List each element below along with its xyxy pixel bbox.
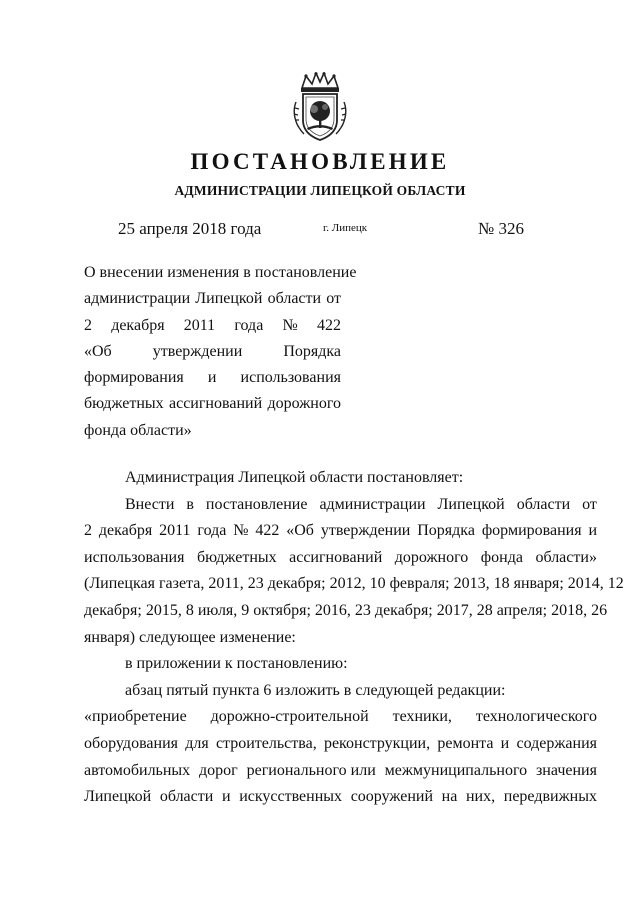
- body-word: постановление: [205, 495, 308, 513]
- document-number: № 326: [478, 219, 524, 238]
- subject-word: декабря: [111, 316, 165, 334]
- subject-word: использования: [240, 369, 341, 387]
- body-word: оборудования: [84, 734, 178, 752]
- document-subtitle: АДМИНИСТРАЦИИ ЛИПЕЦКОЙ ОБЛАСТИ: [174, 183, 466, 198]
- subject-word: ассигнований: [169, 395, 263, 413]
- subject-word: Порядка: [283, 342, 341, 360]
- body-line: [84, 758, 597, 785]
- body-word: Порядка: [417, 522, 475, 540]
- body-word: дорожного: [394, 548, 469, 566]
- body-word: автомобильных: [84, 761, 191, 779]
- body-line: [84, 784, 597, 811]
- body-word: искусственных: [239, 788, 343, 806]
- body-word: ассигнований: [289, 548, 383, 566]
- body-word: 2011: [159, 522, 191, 540]
- body-word: «Об: [286, 522, 314, 540]
- body-word: технологического: [475, 708, 597, 726]
- body-word: (Липецкая газета, 2011, 23 декабря; 2012, 10 февраля; 2013, 18 января; 2014, 12: [84, 575, 624, 593]
- subject-word: бюджетных: [84, 395, 164, 413]
- body-line: [84, 492, 597, 519]
- body-word: использования: [84, 548, 185, 566]
- body-word: фонда: [480, 548, 523, 566]
- body-word: абзац пятый пункта 6 изложить в следующей редакции:: [125, 681, 506, 699]
- body-word: области»: [535, 548, 597, 566]
- body-word: декабря: [98, 522, 153, 540]
- body-word: для: [185, 734, 209, 752]
- body-word: Липецкой: [84, 788, 152, 806]
- body-word: ремонта: [437, 734, 494, 752]
- body-word: области: [159, 788, 214, 806]
- body-word: и: [500, 734, 510, 752]
- body-word: дорожно-строительной: [210, 708, 369, 726]
- document-body: [84, 465, 624, 811]
- body-word: 2: [84, 522, 92, 540]
- body-word: техники,: [392, 708, 452, 726]
- body-word: декабря; 2015, 8 июля, 9 октября; 2016, 23 декабря; 2017, 28 апреля; 2018, 26: [84, 601, 608, 619]
- subject-word: №: [282, 316, 298, 334]
- body-word: межмуниципального: [384, 761, 528, 779]
- body-word: от: [582, 495, 597, 513]
- body-word: «приобретение: [84, 708, 187, 726]
- subject-line: [84, 339, 341, 365]
- body-word: реконструкции,: [323, 734, 431, 752]
- body-line: [84, 465, 597, 492]
- body-line: [84, 571, 624, 598]
- subject-word: области: [267, 290, 322, 308]
- body-word: года: [197, 522, 227, 540]
- subject-line: [84, 313, 341, 339]
- body-word: и: [221, 788, 231, 806]
- body-word: формирования: [481, 522, 582, 540]
- body-line: [84, 651, 597, 678]
- subject-line: [84, 391, 341, 417]
- document-title: ПОСТАНОВЛЕНИЕ: [190, 149, 450, 174]
- body-word: утверждении: [320, 522, 411, 540]
- body-line: [84, 678, 597, 705]
- subject-word: 2011: [183, 316, 216, 334]
- subject-line: [84, 418, 341, 444]
- subject-line: [84, 260, 357, 286]
- body-word: сооружений: [350, 788, 433, 806]
- body-word: значения: [535, 761, 597, 779]
- body-word: строительства,: [215, 734, 317, 752]
- body-word: дорог: [199, 761, 238, 779]
- body-word: на: [441, 788, 458, 806]
- subject-line: [84, 365, 341, 391]
- subject-word: утверждении: [152, 342, 243, 360]
- document-city: г. Липецк: [323, 222, 368, 234]
- body-word: регионального или: [246, 761, 376, 779]
- body-word: передвижных: [503, 788, 597, 806]
- subject-word: О внесении изменения в постановление: [84, 264, 357, 281]
- body-line: [84, 704, 597, 731]
- body-word: администрации: [319, 495, 426, 513]
- subject-word: Липецкой: [195, 290, 263, 308]
- subject-word: 2: [84, 316, 92, 334]
- subject-word: формирования: [84, 369, 184, 387]
- subject-line: [84, 286, 341, 312]
- body-word: и: [588, 522, 597, 540]
- subject-word: года: [234, 316, 264, 334]
- subject-word: администрации: [84, 290, 191, 308]
- body-word: в приложении к постановлению:: [125, 655, 348, 673]
- document-date: 25 апреля 2018 года: [118, 219, 262, 238]
- body-line: [84, 731, 597, 758]
- subject-word: фонда области»: [84, 421, 192, 439]
- body-word: в: [186, 495, 194, 513]
- lipetsk-coat-of-arms-icon: [288, 72, 352, 142]
- body-word: бюджетных: [196, 548, 277, 566]
- body-line: [84, 625, 597, 652]
- body-word: них,: [465, 788, 496, 806]
- body-word: 422: [255, 522, 280, 540]
- subject-word: дорожного: [267, 395, 341, 413]
- body-word: №: [233, 522, 249, 540]
- body-word: Внести: [125, 495, 175, 513]
- subject-word: и: [207, 369, 217, 387]
- subject-word: 422: [316, 316, 341, 334]
- body-word: содержания: [516, 734, 597, 752]
- body-line: [84, 545, 597, 572]
- subject-word: от: [326, 290, 341, 308]
- body-word: Липецкой: [437, 495, 505, 513]
- body-word: января) следующее изменение:: [84, 628, 296, 646]
- body-line: [84, 518, 597, 545]
- subject-word: «Об: [84, 342, 112, 360]
- body-line: [84, 598, 608, 625]
- document-subject: [84, 260, 357, 444]
- body-word: области: [516, 495, 571, 513]
- body-word: Администрация Липецкой области постановляет:: [125, 469, 464, 486]
